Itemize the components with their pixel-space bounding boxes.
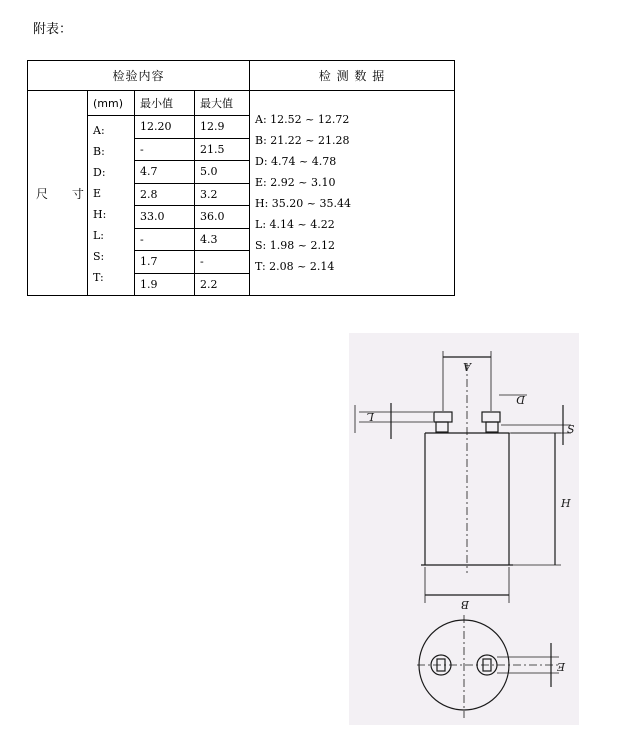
result-row: L: 4.14 ~ 4.22 — [255, 218, 335, 231]
min-value: 4.7 — [135, 161, 194, 184]
dim-label: S: — [93, 250, 105, 263]
max-value: 4.3 — [195, 229, 249, 252]
terminal-right — [482, 412, 500, 422]
header-inspection-content: 检验内容 — [28, 61, 250, 91]
results-cell — [250, 91, 455, 296]
result-row: B: 21.22 ~ 21.28 — [255, 134, 350, 147]
result-row: S: 1.98 ~ 2.12 — [255, 239, 335, 252]
label-e: E — [556, 660, 565, 673]
terminal-right-base — [486, 422, 498, 432]
dimension-labels — [88, 116, 135, 296]
dim-label: T: — [93, 271, 104, 284]
min-value: - — [135, 229, 194, 252]
min-value: - — [135, 139, 194, 162]
min-value: 12.20 — [135, 116, 194, 139]
result-row: T: 2.08 ~ 2.14 — [255, 260, 335, 273]
label-b: B — [460, 598, 469, 611]
max-value: 12.9 — [195, 116, 249, 139]
result-row: H: 35.20 ~ 35.44 — [255, 197, 352, 210]
label-d: D — [516, 393, 525, 406]
capacitor-drawing — [349, 333, 579, 725]
max-value: 3.2 — [195, 184, 249, 207]
label-l: L — [366, 410, 374, 423]
dim-label: E — [93, 187, 102, 200]
min-values — [135, 116, 195, 296]
terminal-left-base — [436, 422, 448, 432]
max-value: 2.2 — [200, 277, 218, 291]
max-label: 最大值 — [195, 91, 250, 116]
result-row: E: 2.92 ~ 3.10 — [255, 176, 336, 189]
dim-label: B: — [93, 145, 105, 158]
header-test-data: 检 测 数 据 — [250, 61, 455, 91]
dimension-diagram — [349, 333, 579, 725]
max-values — [195, 116, 250, 296]
dim-label: A: — [93, 124, 105, 137]
min-value: 33.0 — [135, 206, 194, 229]
min-value: 1.9 — [140, 277, 158, 291]
min-label: 最小值 — [135, 91, 195, 116]
min-value: 2.8 — [135, 184, 194, 207]
max-value: - — [195, 251, 249, 274]
label-s: S — [567, 423, 575, 436]
label-h: H — [561, 497, 571, 510]
label-a: A — [463, 360, 471, 373]
result-row: D: 4.74 ~ 4.78 — [255, 155, 337, 168]
terminal-left — [434, 412, 452, 422]
min-value: 1.7 — [135, 251, 194, 274]
result-row: A: 12.52 ~ 12.72 — [255, 113, 350, 126]
caption: 附表： — [33, 22, 73, 37]
max-value: 21.5 — [195, 139, 249, 162]
max-value: 5.0 — [195, 161, 249, 184]
max-value: 36.0 — [195, 206, 249, 229]
dim-label: D: — [93, 166, 106, 179]
inspection-table — [27, 60, 455, 296]
category-dimension: 尺 寸 — [28, 91, 88, 296]
dim-label: H: — [93, 208, 107, 221]
unit-label: (mm) — [88, 91, 135, 116]
dim-label: L: — [93, 229, 105, 242]
